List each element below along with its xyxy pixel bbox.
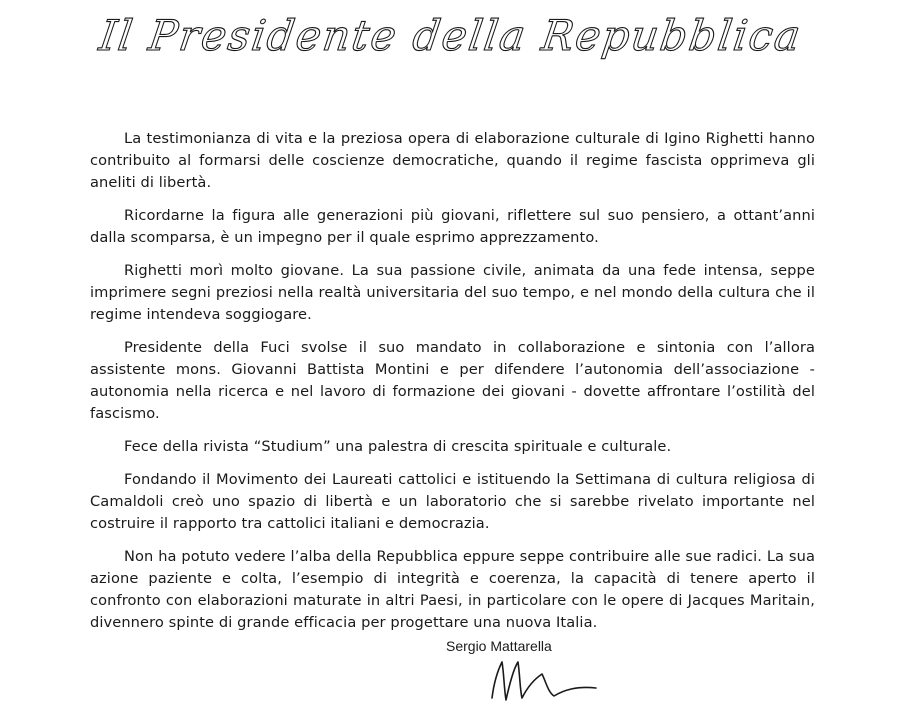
paragraph-3: Righetti morì molto giovane. La sua passione civile, animata da una fede intensa, seppe imprimere segni preziosi nella realtà universitaria del suo tempo, e nel mondo della cultura che il regime intendeva soggiogare. xyxy=(90,262,815,323)
signatory-name: Sergio Mattarella xyxy=(446,638,552,654)
paragraph-4: Presidente della Fuci svolse il suo mandato in collaborazione e sintonia con l’allora assistente mons. Giovanni Battista Montini e per difendere l’autonomia dell’associazione - autonomia nella ricerca e nel lavoro di formazione dei giovani - dovette affrontare l’ostilità del fascismo. xyxy=(90,339,815,422)
signature-block xyxy=(446,638,666,716)
paragraph-5: Fece della rivista “Studium” una palestra di crescita spirituale e culturale. xyxy=(124,438,672,455)
handwritten-signature xyxy=(484,652,604,712)
letterhead-title-text: Il Presidente della Repubblica xyxy=(96,11,806,60)
paragraph-2: Ricordarne la figura alle generazioni più giovani, riflettere sul suo pensiero, a ottant’anni dalla scomparsa, è un impegno per il quale esprimo apprezzamento. xyxy=(90,207,815,246)
paragraph-1: La testimonianza di vita e la preziosa opera di elaborazione culturale di Igino Righetti hanno contribuito al formarsi delle coscienze democratiche, quando il regime fascista opprimeva gli aneliti di libertà. xyxy=(90,130,815,191)
letterhead-script-title xyxy=(0,6,910,72)
letterhead xyxy=(0,6,910,72)
letter-body xyxy=(90,128,815,645)
paragraph-7: Non ha potuto vedere l’alba della Repubblica eppure seppe contribuire alle sue radici. La sua azione paziente e colta, l’esempio di integrità e coerenza, la capacità di tenere aperto il confronto con elaborazioni maturate in altri Paesi, in particolare con le opere di Jacques Maritain, divennero spinte di grande efficacia per progettare una nuova Italia. xyxy=(90,548,815,631)
paragraph-6: Fondando il Movimento dei Laureati cattolici e istituendo la Settimana di cultura religiosa di Camaldoli creò uno spazio di libertà e un laboratorio che si sarebbe rivelato importante nel costruire il rapporto tra cattolici italiani e democrazia. xyxy=(90,471,815,532)
